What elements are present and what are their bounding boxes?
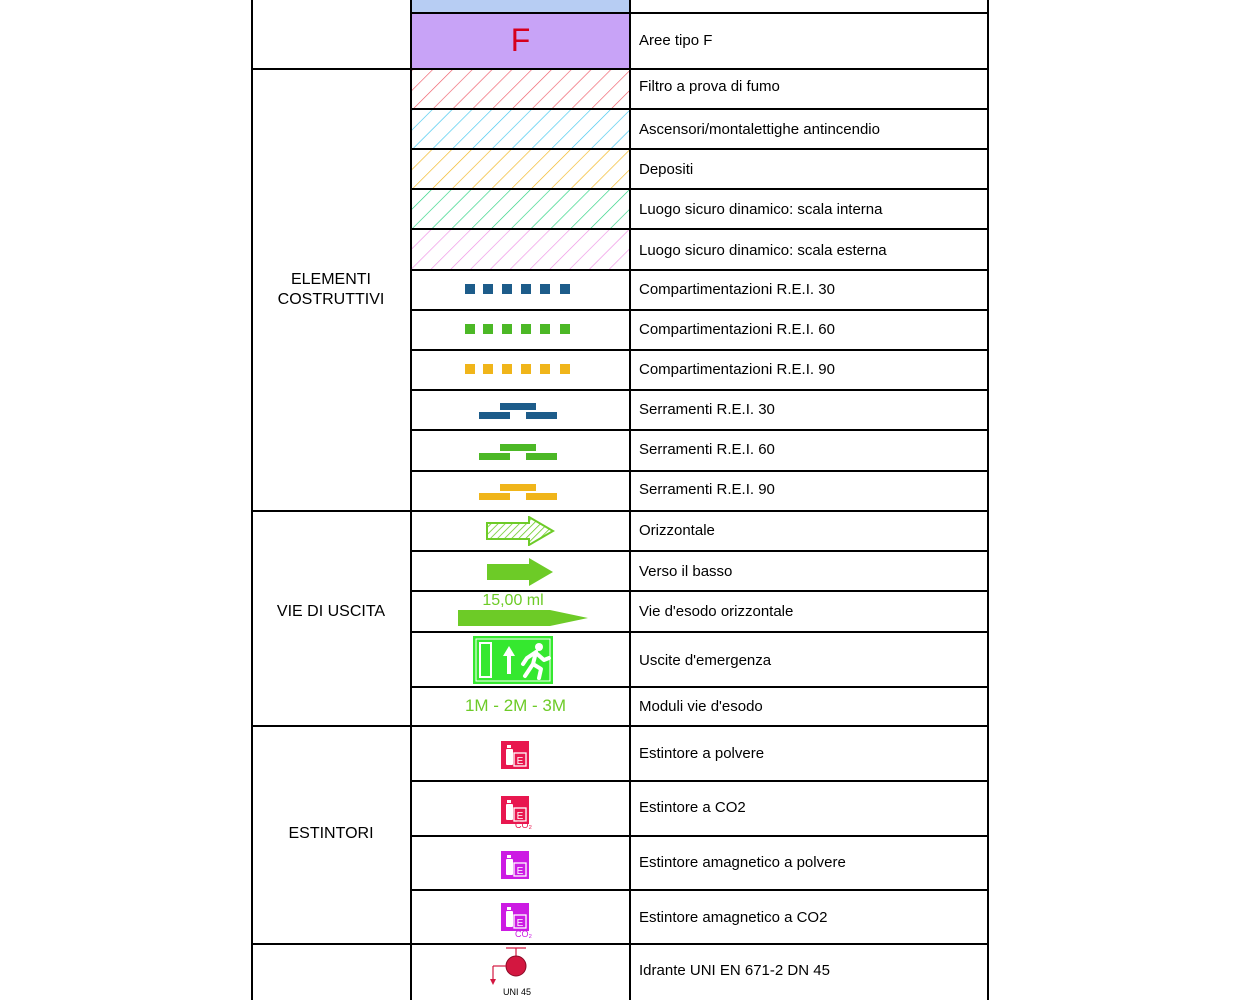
rei30-dashed-line-icon: [460, 283, 580, 295]
table-border-left: [251, 0, 253, 1000]
row-desc-est-polvere: Estintore a polvere: [639, 745, 765, 762]
category-separator: [251, 725, 989, 727]
row-desc-serr60: Serramenti R.E.I. 60: [639, 441, 775, 458]
row-desc-uscite: Uscite d'emergenza: [639, 652, 772, 669]
row-desc-scala-interna: Luogo sicuro dinamico: scala interna: [639, 201, 883, 218]
category-separator: [251, 510, 989, 512]
row-desc-scala-esterna: Luogo sicuro dinamico: scala esterna: [639, 242, 887, 259]
row-desc-est-co2: Estintore a CO2: [639, 799, 746, 816]
row-separator: [410, 780, 989, 782]
category-separator: [251, 943, 989, 945]
row-separator: [410, 108, 989, 110]
row-separator: [410, 228, 989, 230]
table-border-right: [987, 0, 989, 1000]
row-separator: [410, 12, 989, 14]
row-separator: [410, 269, 989, 271]
co2-subscript-label-amagnetic: CO₂: [515, 929, 532, 939]
row-desc-moduli: Moduli vie d'esodo: [639, 698, 763, 715]
escape-distance-label: 15,00 ml: [482, 592, 544, 609]
svg-text:E: E: [516, 811, 524, 822]
row-desc-idrante: Idrante UNI EN 671-2 DN 45: [639, 962, 830, 979]
extinguisher-amagnetic-powder-icon: [501, 851, 531, 881]
row-desc-aree-f: Aree tipo F: [639, 32, 713, 49]
scala-interna-hatch-swatch: [412, 190, 629, 229]
row-separator: [410, 631, 989, 633]
row-desc-comp30: Compartimentazioni R.E.I. 30: [639, 281, 835, 298]
row-separator: [410, 889, 989, 891]
row-separator: [410, 835, 989, 837]
category-elementi-costruttivi: ELEMENTI COSTRUTTIVI: [277, 271, 385, 308]
row-separator: [410, 349, 989, 351]
row-desc-vie-esodo: Vie d'esodo orizzontale: [639, 603, 794, 620]
row-separator: [410, 590, 989, 592]
hatch-swatches: [412, 70, 629, 270]
area-f-letter: F: [510, 22, 531, 58]
svg-text:E: E: [516, 756, 524, 767]
row-desc-serr30: Serramenti R.E.I. 30: [639, 401, 775, 418]
rei30-door-icon: [478, 401, 560, 421]
row-desc-orizzontale: Orizzontale: [639, 522, 715, 539]
ascensori-hatch-swatch: [412, 110, 629, 149]
co2-subscript-label: CO₂: [515, 820, 532, 830]
row-desc-depositi: Depositi: [639, 161, 694, 178]
arrow-right-hatched-icon: [484, 516, 558, 546]
category-separator: [251, 68, 989, 70]
rei60-door-icon: [478, 442, 560, 462]
table-divider-symbol-column: [410, 0, 412, 1000]
row-separator: [410, 429, 989, 431]
modules-label: 1M - 2M - 3M: [464, 696, 567, 715]
row-desc-est-amag-co2: Estintore amagnetico a CO2: [639, 909, 828, 926]
hydrant-tag-label: UNI 45: [502, 987, 531, 997]
svg-text:E: E: [516, 866, 524, 877]
escape-route-arrow-icon: [456, 608, 590, 628]
row-separator: [410, 686, 989, 688]
fire-hydrant-icon: [484, 946, 544, 988]
rei90-door-icon: [478, 482, 560, 502]
row-separator: [410, 389, 989, 391]
filtro-hatch-swatch: [412, 70, 629, 109]
row-separator: [410, 550, 989, 552]
row-separator: [410, 470, 989, 472]
category-vie-di-uscita: VIE DI USCITA: [276, 603, 386, 620]
row-desc-serr90: Serramenti R.E.I. 90: [639, 481, 775, 498]
svg-text:E: E: [516, 918, 524, 929]
row-separator: [410, 309, 989, 311]
row-separator: [410, 148, 989, 150]
row-desc-ascensori: Ascensori/montalettighe antincendio: [639, 121, 880, 138]
row-desc-filtro: Filtro a prova di fumo: [639, 78, 780, 95]
table-divider-description-column: [629, 0, 631, 1000]
row-desc-basso: Verso il basso: [639, 563, 733, 580]
row-separator: [410, 188, 989, 190]
depositi-hatch-swatch: [412, 150, 629, 189]
emergency-exit-sign-icon: [473, 636, 553, 684]
row-desc-comp60: Compartimentazioni R.E.I. 60: [639, 321, 835, 338]
rei60-dashed-line-icon: [460, 323, 580, 335]
category-estintori: ESTINTORI: [288, 825, 374, 842]
row-desc-comp90: Compartimentazioni R.E.I. 90: [639, 361, 835, 378]
scala-esterna-hatch-swatch: [412, 230, 629, 269]
rei90-dashed-line-icon: [460, 363, 580, 375]
row-desc-est-amag-polvere: Estintore amagnetico a polvere: [639, 854, 846, 871]
arrow-right-solid-icon: [484, 557, 558, 587]
extinguisher-powder-icon: [501, 741, 531, 771]
